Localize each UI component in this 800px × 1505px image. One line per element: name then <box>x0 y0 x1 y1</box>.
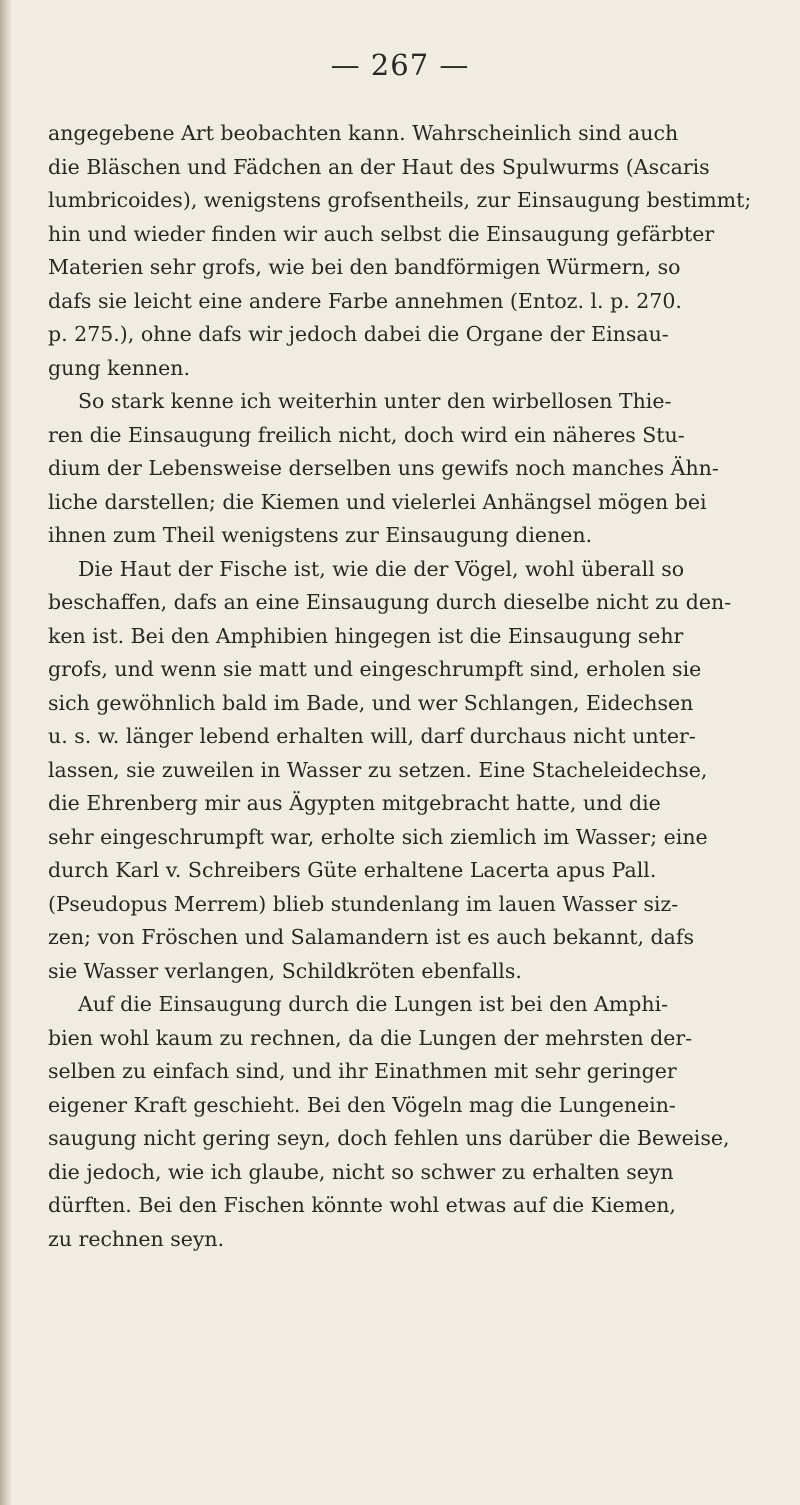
text-line: eigener Kraft geschieht. Bei den Vögeln mag die Lungenein- <box>48 1092 676 1117</box>
text-line: dium der Lebensweise derselben uns gewifs noch manches Ähn- <box>48 456 719 480</box>
text-line: grofs, und wenn sie matt und eingeschrumpft sind, erholen sie <box>48 657 702 681</box>
text-line: Materien sehr grofs, wie bei den bandförmigen Würmern, so <box>48 255 681 279</box>
text-line: die Bläschen und Fädchen an der Haut des Spulwurms (Ascaris <box>48 154 710 179</box>
body-text <box>48 117 783 1256</box>
text-line: sehr eingeschrumpft war, erholte sich ziemlich im Wasser; eine <box>48 824 708 849</box>
text-line: lassen, sie zuweilen in Wasser zu setzen. Eine Stacheleidechse, <box>48 757 708 782</box>
text-line: lumbricoides), wenigstens grofsentheils, zur Einsaugung bestimmt; <box>48 188 752 212</box>
text-line: u. s. w. länger lebend erhalten will, darf durchaus nicht unter- <box>48 724 696 748</box>
text-line: angegebene Art beobachten kann. Wahrscheinlich sind auch <box>48 121 679 145</box>
text-line: dafs sie leicht eine andere Farbe annehmen (Entoz. l. p. 270. <box>48 288 682 313</box>
text-line: saugung nicht gering seyn, doch fehlen uns darüber die Beweise, <box>48 1126 730 1150</box>
text-line: sich gewöhnlich bald im Bade, und wer Schlangen, Eidechsen <box>48 690 694 715</box>
text-line: selben zu einfach sind, und ihr Einathmen mit sehr geringer <box>48 1059 677 1083</box>
text-line: liche darstellen; die Kiemen und vielerlei Anhängsel mögen bei <box>48 489 707 514</box>
text-line: ken ist. Bei den Amphibien hingegen ist die Einsaugung sehr <box>48 623 684 648</box>
text-line: die jedoch, wie ich glaube, nicht so schwer zu erhalten seyn <box>48 1159 674 1184</box>
text-line: ren die Einsaugung freilich nicht, doch wird ein näheres Stu- <box>48 422 685 447</box>
text-line: gung kennen. <box>48 355 190 380</box>
text-line: zu rechnen seyn. <box>48 1226 225 1251</box>
text-line: Auf die Einsaugung durch die Lungen ist bei den Amphi- <box>78 992 669 1016</box>
text-line: sie Wasser verlangen, Schildkröten ebenfalls. <box>48 958 522 983</box>
text-line: Die Haut der Fische ist, wie die der Vögel, wohl überall so <box>78 556 685 581</box>
text-line: beschaffen, dafs an eine Einsaugung durch dieselbe nicht zu den- <box>48 590 732 614</box>
text-line: durch Karl v. Schreibers Güte erhaltene Lacerta apus Pall. <box>48 858 657 882</box>
text-line: zen; von Fröschen und Salamandern ist es auch bekannt, dafs <box>48 925 695 949</box>
page-number: — 267 — <box>330 48 470 82</box>
text-line: ihnen zum Theil wenigstens zur Einsaugung dienen. <box>48 523 593 547</box>
text-line: bien wohl kaum zu rechnen, da die Lungen der mehrsten der- <box>48 1025 693 1050</box>
text-line: So stark kenne ich weiterhin unter den wirbellosen Thie- <box>78 389 672 413</box>
text-line: p. 275.), ohne dafs wir jedoch dabei die Organe der Einsau- <box>48 322 669 346</box>
text-line: hin und wieder finden wir auch selbst die Einsaugung gefärbter <box>48 221 715 246</box>
text-line: (Pseudopus Merrem) blieb stundenlang im lauen Wasser siz- <box>48 891 679 916</box>
text-line: dürften. Bei den Fischen könnte wohl etwas auf die Kiemen, <box>48 1193 676 1217</box>
text-line: die Ehrenberg mir aus Ägypten mitgebracht hatte, und die <box>48 791 661 815</box>
